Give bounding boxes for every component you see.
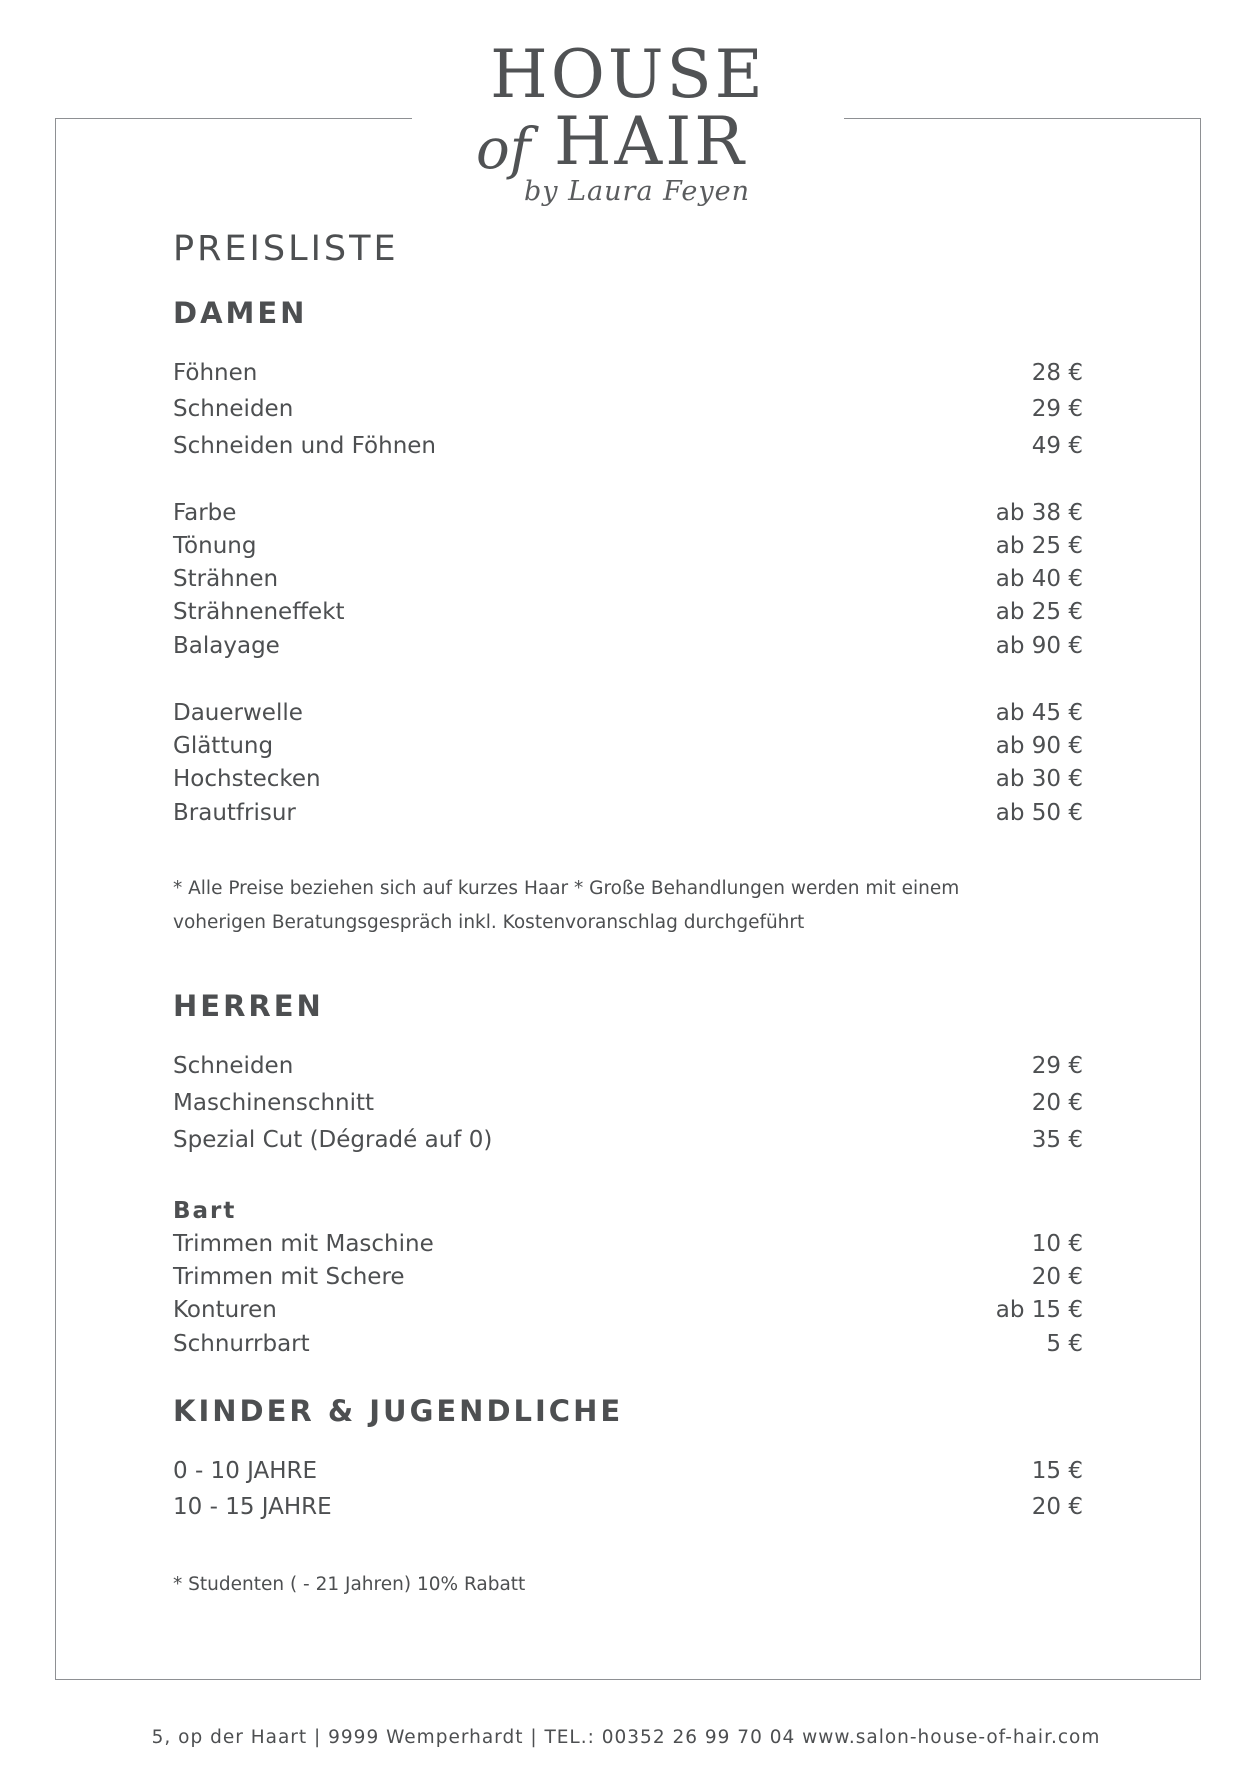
service-price: ab 90 € (995, 733, 1083, 759)
service-name: Farbe (173, 500, 237, 526)
damen-note-line1: * Alle Preise beziehen sich auf kurzes Haar * Große Behandlungen werden mit einem (173, 878, 960, 899)
service-price: 29 € (1031, 1053, 1083, 1079)
service-name: Strähneneffekt (173, 599, 345, 625)
service-price: 28 € (1031, 360, 1083, 386)
logo (412, 30, 844, 220)
service-name: 10 - 15 JAHRE (173, 1494, 332, 1520)
service-price: ab 50 € (995, 800, 1083, 826)
price-row (173, 1294, 1083, 1327)
price-row (173, 1491, 1083, 1524)
service-price: ab 38 € (995, 500, 1083, 526)
price-row (173, 763, 1083, 796)
service-price: 35 € (1031, 1127, 1083, 1153)
service-name: Konturen (173, 1297, 277, 1323)
price-row (173, 1087, 1083, 1120)
price-row (173, 393, 1083, 426)
service-name: Strähnen (173, 566, 279, 592)
price-row (173, 1328, 1083, 1361)
price-row (173, 530, 1083, 563)
service-price: 20 € (1031, 1090, 1083, 1116)
section-heading-damen: DAMEN (173, 296, 308, 330)
price-row (173, 730, 1083, 763)
price-row (173, 497, 1083, 530)
price-row (173, 563, 1083, 596)
price-row (173, 430, 1083, 463)
price-row (173, 357, 1083, 390)
service-name: Trimmen mit Maschine (173, 1231, 434, 1257)
price-row (173, 697, 1083, 730)
service-name: Schneiden und Föhnen (173, 433, 437, 459)
sub-heading-bart: Bart (173, 1198, 237, 1224)
footer-contact: 5, op der Haart | 9999 Wemperhardt | TEL.: 00352 26 99 70 04 www.salon-house-of-hair.com (151, 1727, 1101, 1748)
service-price: 29 € (1031, 396, 1083, 422)
service-price: ab 25 € (995, 533, 1083, 559)
price-row (173, 1124, 1083, 1157)
price-row (173, 630, 1083, 663)
service-price: ab 25 € (995, 599, 1083, 625)
price-row (173, 596, 1083, 629)
service-name: Hochstecken (173, 766, 321, 792)
service-name: Tönung (173, 533, 257, 559)
service-name: Balayage (173, 633, 280, 659)
service-price: ab 40 € (995, 566, 1083, 592)
price-row (173, 1228, 1083, 1261)
price-row (173, 1455, 1083, 1488)
service-name: Föhnen (173, 360, 258, 386)
service-name: Spezial Cut (Dégradé auf 0) (173, 1127, 493, 1153)
price-row (173, 1050, 1083, 1083)
section-heading-kinder: KINDER & JUGENDLICHE (173, 1394, 624, 1428)
service-price: ab 15 € (995, 1297, 1083, 1323)
service-price: 5 € (1046, 1331, 1083, 1357)
service-price: 49 € (1031, 433, 1083, 459)
service-price: 20 € (1031, 1494, 1083, 1520)
price-row (173, 1261, 1083, 1294)
service-name: Brautfrisur (173, 800, 296, 826)
damen-note-line2: voherigen Beratungsgespräch inkl. Kostenvoranschlag durchgeführt (173, 912, 805, 933)
service-price: ab 30 € (995, 766, 1083, 792)
price-row (173, 797, 1083, 830)
service-price: 20 € (1031, 1264, 1083, 1290)
service-name: Maschinenschnitt (173, 1090, 375, 1116)
service-name: Trimmen mit Schere (173, 1264, 405, 1290)
logo-hair: HAIR (554, 103, 747, 180)
section-heading-herren: HERREN (173, 989, 324, 1023)
service-price: 15 € (1031, 1458, 1083, 1484)
service-price: 10 € (1031, 1231, 1083, 1257)
service-name: Schnurrbart (173, 1331, 310, 1357)
service-name: Schneiden (173, 1053, 294, 1079)
service-name: Glättung (173, 733, 274, 759)
service-name: Schneiden (173, 396, 294, 422)
service-name: 0 - 10 JAHRE (173, 1458, 318, 1484)
service-price: ab 45 € (995, 700, 1083, 726)
logo-tagline: by Laura Feyen (524, 176, 750, 207)
page-title: PREISLISTE (173, 229, 399, 269)
service-name: Dauerwelle (173, 700, 303, 726)
logo-of: of (476, 117, 531, 182)
kinder-note: * Studenten ( - 21 Jahren) 10% Rabatt (173, 1574, 526, 1595)
service-price: ab 90 € (995, 633, 1083, 659)
logo-house: HOUSE (490, 36, 766, 113)
